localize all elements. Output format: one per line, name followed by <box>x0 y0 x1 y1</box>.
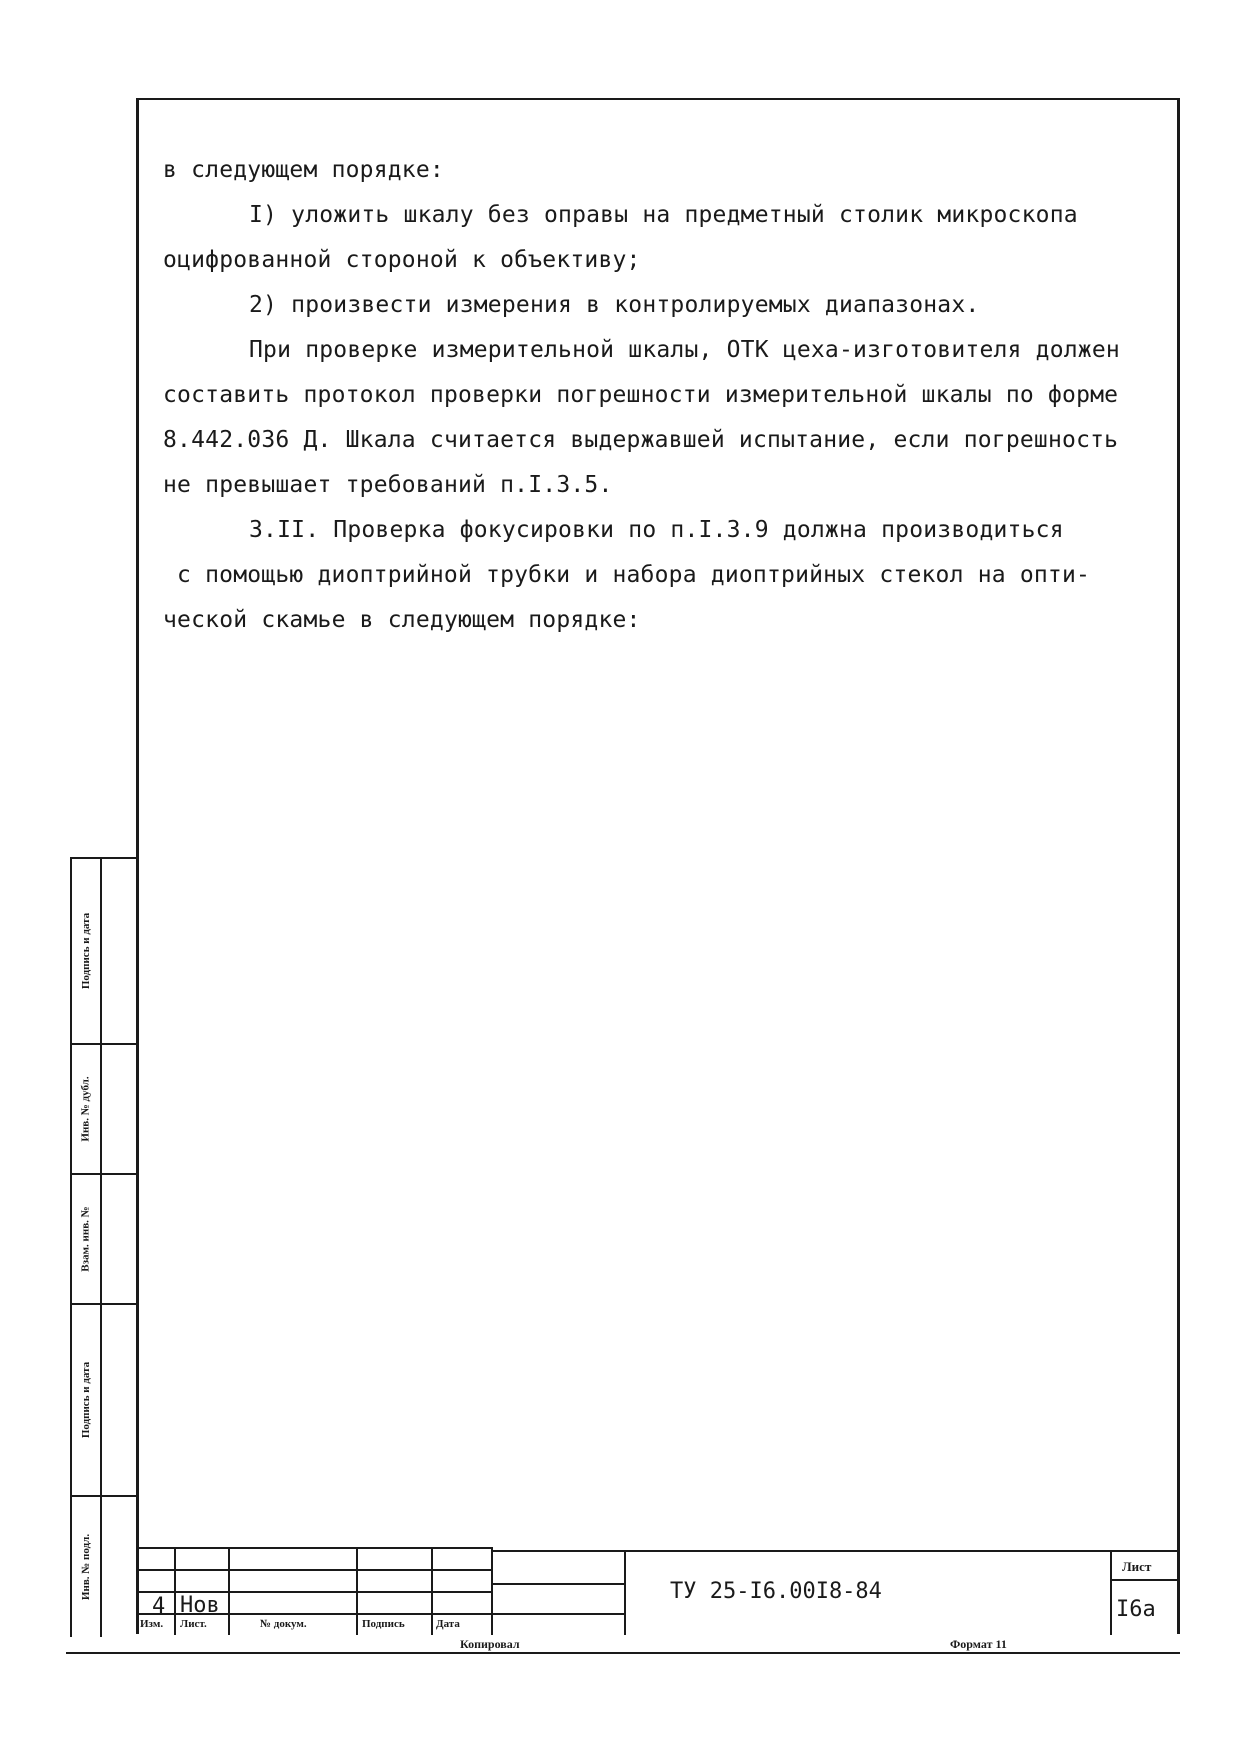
footer-copied: Копировал <box>460 1637 520 1651</box>
text-line: с помощью диоптрийной трубки и набора диоптрийных стекол на опти- <box>177 562 1091 588</box>
side-label-signature-date: Подпись и дата <box>80 912 92 990</box>
strip-inner-line <box>100 859 102 1637</box>
tb-line <box>431 1547 433 1635</box>
side-label-signature-date-2: Подпись и дата <box>80 1361 92 1439</box>
document-code: ТУ 25-I6.00I8-84 <box>670 1579 882 1604</box>
tb-line <box>136 1547 491 1549</box>
header-date: Дата <box>436 1618 460 1630</box>
tb-line <box>491 1613 624 1615</box>
title-block <box>136 1547 1177 1635</box>
text-line: 8.442.036 Д. Шкала считается выдержавшей испытание, если погрешность <box>163 427 1119 453</box>
tb-line <box>1110 1579 1177 1581</box>
text-line: не превышает требований п.I.3.5. <box>163 472 613 498</box>
text-line: оцифрованной стороной к объективу; <box>163 247 641 273</box>
bottom-rule <box>66 1652 1180 1654</box>
tb-line <box>491 1547 493 1635</box>
tb-line <box>491 1550 1177 1552</box>
tb-line <box>174 1547 176 1635</box>
text-line: I) уложить шкалу без оправы на предметный столик микроскопа <box>249 202 1078 228</box>
text-line: в следующем порядке: <box>163 157 444 183</box>
document-body <box>163 148 1143 643</box>
tb-line <box>1110 1550 1112 1635</box>
side-label-replace-inv: Взам. инв. № <box>80 1206 93 1272</box>
side-label-dup-inv: Инв. № дубл. <box>80 1076 92 1142</box>
header-sign: Подпись <box>362 1618 405 1630</box>
tb-line <box>491 1583 624 1585</box>
sheet-label: Лист <box>1122 1559 1152 1574</box>
header-list: Лист. <box>180 1618 207 1630</box>
change-number: 4 <box>152 1594 166 1619</box>
text-line: ческой скамье в следующем порядке: <box>163 607 641 633</box>
tb-line <box>228 1547 230 1635</box>
margin-stamp-strip <box>70 857 138 1637</box>
header-izm: Изм. <box>140 1618 164 1630</box>
text-line: При проверке измерительной шкалы, ОТК цеха-изготовителя должен <box>249 337 1120 363</box>
side-label-orig-inv: Инв. № подл. <box>80 1533 92 1601</box>
sheet-mark: Нов <box>180 1593 220 1618</box>
text-line: 3.II. Проверка фокусировки по п.I.3.9 должна производиться <box>249 517 1064 543</box>
tb-line <box>356 1547 358 1635</box>
text-line: 2) произвести измерения в контролируемых диапазонах. <box>249 292 980 318</box>
text-line: составить протокол проверки погрешности измерительной шкалы по форме <box>163 382 1119 408</box>
footer-format: Формат 11 <box>950 1637 1007 1651</box>
tb-line <box>624 1550 626 1635</box>
header-docnum: № докум. <box>260 1618 307 1630</box>
sheet-number: I6а <box>1116 1597 1156 1622</box>
tb-line <box>136 1569 491 1571</box>
